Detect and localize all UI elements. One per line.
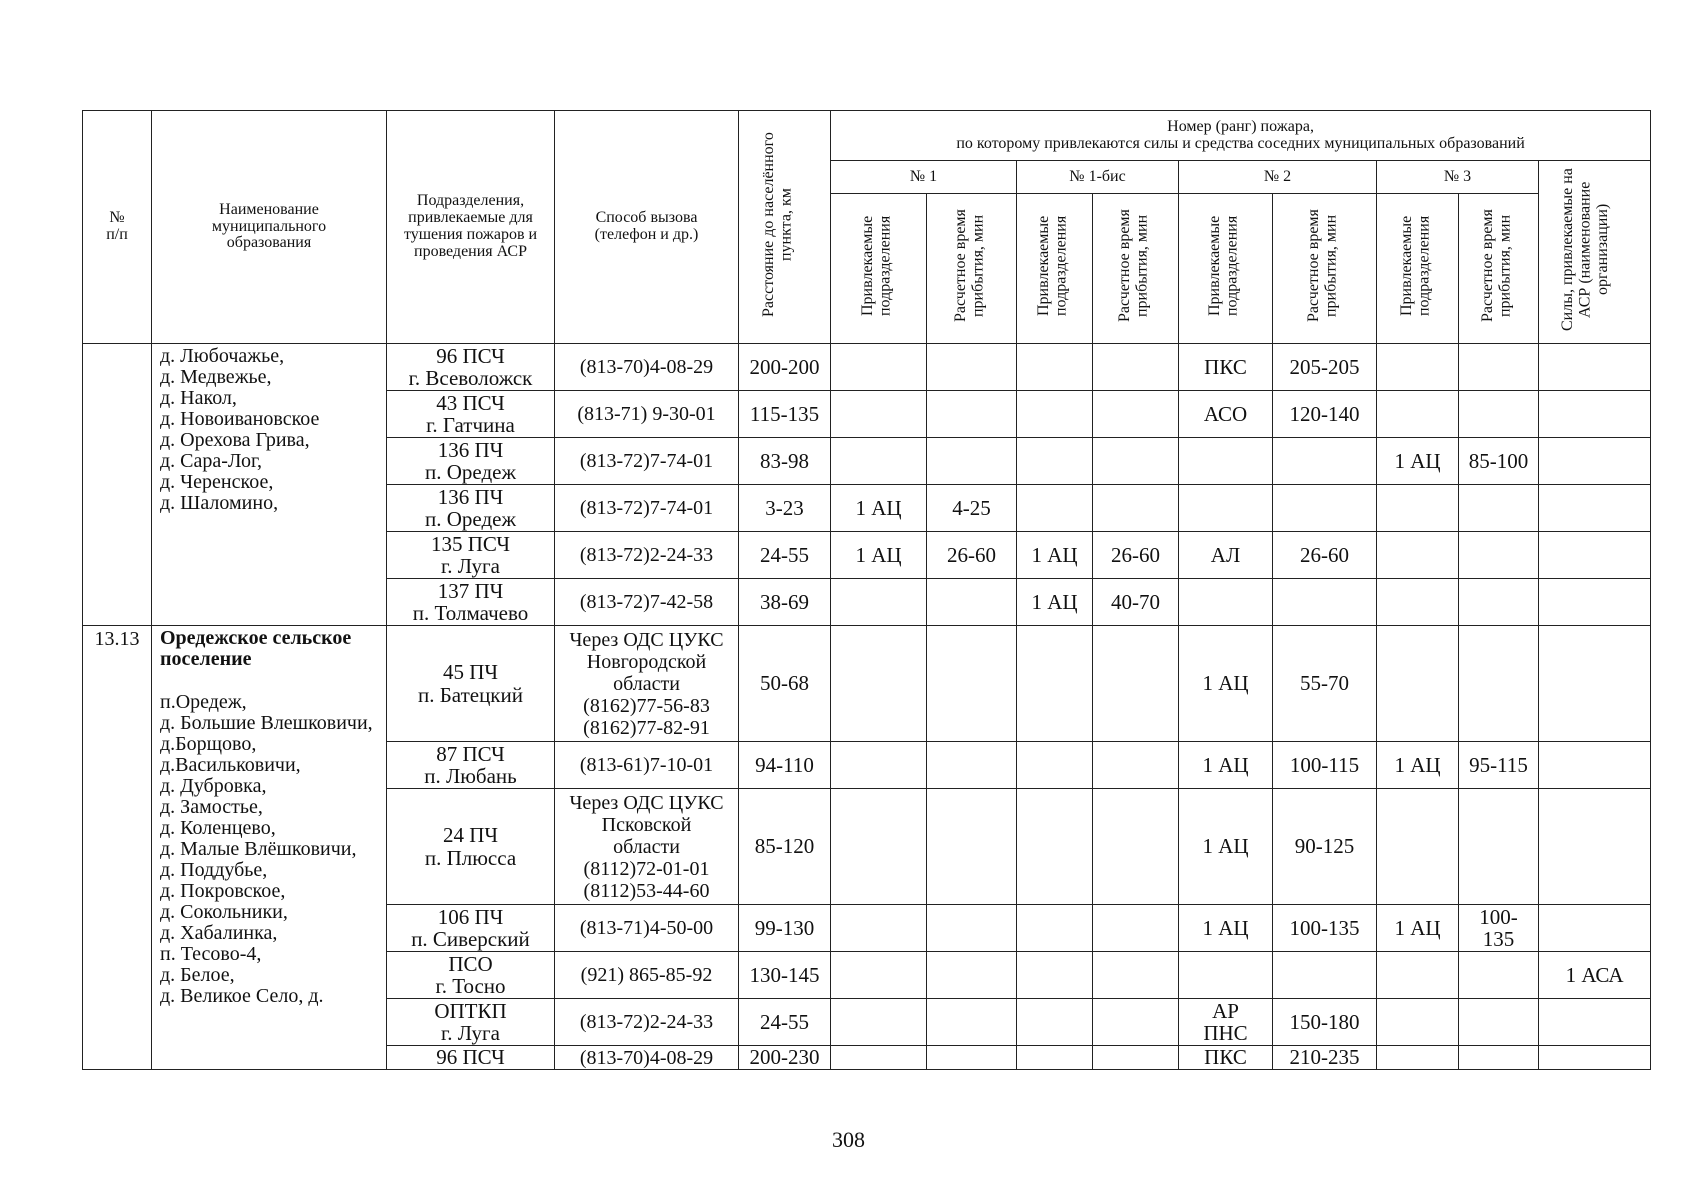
value-r1ba (1017, 344, 1093, 391)
distance-value: 85-120 (739, 789, 831, 905)
value-r3a (1377, 952, 1459, 999)
value-r1a (831, 952, 927, 999)
value-r2t: 55-70 (1273, 626, 1377, 742)
header-r2-time: Расчетное время прибытия, мин (1273, 194, 1377, 344)
value-r1bt (1093, 485, 1179, 532)
call-method: Через ОДС ЦУКС Новгородской области (8162)77-56-83 (8162)77-82-91 (555, 626, 739, 742)
value-r2t: 90-125 (1273, 789, 1377, 905)
value-r3t: 85-100 (1459, 438, 1539, 485)
header-call: Способ вызова (телефон и др.) (555, 111, 739, 344)
value-r2t: 100-135 (1273, 905, 1377, 952)
value-r1ba (1017, 438, 1093, 485)
value-r3t: 95-115 (1459, 742, 1539, 789)
value-r1ba (1017, 391, 1093, 438)
header-rank2: № 2 (1179, 161, 1377, 194)
value-r1t (927, 742, 1017, 789)
value-r1a: 1 АЦ (831, 485, 927, 532)
call-method: (813-72)2-24-33 (555, 532, 739, 579)
value-r3t (1459, 626, 1539, 742)
value-r2t (1273, 485, 1377, 532)
value-r2t: 100-115 (1273, 742, 1377, 789)
header-r1-time: Расчетное время прибытия, мин (927, 194, 1017, 344)
value-r1t (927, 1046, 1017, 1070)
header-num: № п/п (83, 111, 152, 344)
distance-value: 83-98 (739, 438, 831, 485)
value-asr (1539, 742, 1651, 789)
value-r3t: 100- 135 (1459, 905, 1539, 952)
row-number: 13.13 (83, 626, 152, 1070)
value-asr (1539, 579, 1651, 626)
header-fire-rank-line1: Номер (ранг) пожара, (1167, 117, 1314, 135)
header-fire-rank-line2: по которому привлекаются силы и средства соседних муниципальных образований (956, 134, 1525, 152)
value-r1ba (1017, 952, 1093, 999)
settlement-list: д. Любочажье, д. Медвежье, д. Накол, д. Новоивановское д. Орехова Грива, д. Сара-Лог, д. Черенское, д. Шаломино, (160, 345, 320, 514)
value-r1bt (1093, 952, 1179, 999)
value-r1t (927, 789, 1017, 905)
value-r1t (927, 626, 1017, 742)
value-r3t (1459, 485, 1539, 532)
value-r1ba (1017, 742, 1093, 789)
value-r2t: 210-235 (1273, 1046, 1377, 1070)
settlement-list: п.Оредеж, д. Большие Влешковичи, д.Борщово, д.Васильковичи, д. Дубровка, д. Замостье, д. Коленцево, д. Малые Влёшковичи, д. Поддубье, д. Покровское, д. Сокольники, д. Хабалинка, п. Тесово-4, д. Белое, д. Великое Село, д. (160, 691, 373, 1007)
value-r3a: 1 АЦ (1377, 438, 1459, 485)
call-method: (813-70)4-08-29 (555, 344, 739, 391)
fire-unit: 96 ПСЧ (387, 1046, 555, 1070)
value-r2a (1179, 485, 1273, 532)
value-asr (1539, 532, 1651, 579)
value-r3a (1377, 344, 1459, 391)
value-r1bt: 40-70 (1093, 579, 1179, 626)
value-r2a: ПКС (1179, 344, 1273, 391)
header-fire-rank (831, 111, 1651, 161)
value-asr (1539, 905, 1651, 952)
header-rank1: № 1 (831, 161, 1017, 194)
call-method: (813-72)7-42-58 (555, 579, 739, 626)
distance-value: 200-230 (739, 1046, 831, 1070)
value-r2t: 26-60 (1273, 532, 1377, 579)
value-r2a (1179, 438, 1273, 485)
distance-value: 38-69 (739, 579, 831, 626)
header-distance: Расстояние до населённого пункта, км (739, 111, 831, 344)
value-r1a (831, 1046, 927, 1070)
value-r1ba: 1 АЦ (1017, 579, 1093, 626)
value-r1bt (1093, 344, 1179, 391)
value-r3a: 1 АЦ (1377, 742, 1459, 789)
call-method: (813-72)2-24-33 (555, 999, 739, 1046)
value-r1ba (1017, 626, 1093, 742)
value-r1a (831, 391, 927, 438)
distance-value: 3-23 (739, 485, 831, 532)
value-r1a (831, 905, 927, 952)
value-asr: 1 АСА (1539, 952, 1651, 999)
value-r1a (831, 742, 927, 789)
value-r1a (831, 789, 927, 905)
block1-rows (83, 344, 1651, 626)
value-asr (1539, 344, 1651, 391)
value-r1a (831, 999, 927, 1046)
block2-rows (83, 626, 1651, 1070)
distance-value: 24-55 (739, 999, 831, 1046)
table-row (83, 626, 1651, 742)
value-asr (1539, 391, 1651, 438)
value-r1t (927, 391, 1017, 438)
header-units: Подразделения, привлекаемые для тушения пожаров и проведения АСР (387, 111, 555, 344)
header-name: Наименование муниципального образования (152, 111, 387, 344)
value-r1t (927, 344, 1017, 391)
value-asr (1539, 1046, 1651, 1070)
fire-unit: 137 ПЧ п. Толмачево (387, 579, 555, 626)
value-r3a: 1 АЦ (1377, 905, 1459, 952)
value-r2a: 1 АЦ (1179, 789, 1273, 905)
call-method: (813-71) 9-30-01 (555, 391, 739, 438)
header-rank1bis: № 1-бис (1017, 161, 1179, 194)
header-r1b-attracted: Привлекаемые подразделения (1017, 194, 1093, 344)
value-r3a (1377, 579, 1459, 626)
row-number (83, 344, 152, 626)
value-r1ba: 1 АЦ (1017, 532, 1093, 579)
fire-unit: ОПТКП г. Луга (387, 999, 555, 1046)
value-r3t (1459, 999, 1539, 1046)
call-method: (921) 865-85-92 (555, 952, 739, 999)
value-r2t (1273, 579, 1377, 626)
value-r2a: 1 АЦ (1179, 626, 1273, 742)
call-method: Через ОДС ЦУКС Псковской области (8112)72-01-01 (8112)53-44-60 (555, 789, 739, 905)
value-r1a (831, 438, 927, 485)
distance-value: 200-200 (739, 344, 831, 391)
value-r3t (1459, 391, 1539, 438)
value-r1ba (1017, 485, 1093, 532)
value-r1bt (1093, 742, 1179, 789)
value-r3a (1377, 789, 1459, 905)
value-r2a: АР ПНС (1179, 999, 1273, 1046)
municipality-title: Оредежское сельское поселение (160, 627, 352, 670)
value-r1a (831, 579, 927, 626)
value-r1t: 4-25 (927, 485, 1017, 532)
value-r2a (1179, 952, 1273, 999)
value-r1a: 1 АЦ (831, 532, 927, 579)
table-row (83, 344, 1651, 391)
value-r1bt (1093, 905, 1179, 952)
value-asr (1539, 789, 1651, 905)
header-r1b-time: Расчетное время прибытия, мин (1093, 194, 1179, 344)
value-r1t (927, 999, 1017, 1046)
value-r2a: АЛ (1179, 532, 1273, 579)
value-r1ba (1017, 905, 1093, 952)
value-r2a: ПКС (1179, 1046, 1273, 1070)
distance-value: 50-68 (739, 626, 831, 742)
header-r1-attracted: Привлекаемые подразделения (831, 194, 927, 344)
fire-unit: 43 ПСЧ г. Гатчина (387, 391, 555, 438)
fire-unit: 87 ПСЧ п. Любань (387, 742, 555, 789)
value-r2t (1273, 952, 1377, 999)
value-r2a: АСО (1179, 391, 1273, 438)
value-r3a (1377, 1046, 1459, 1070)
value-r1t (927, 905, 1017, 952)
value-asr (1539, 999, 1651, 1046)
value-r3a (1377, 391, 1459, 438)
header-r3-attracted: Привлекаемые подразделения (1377, 194, 1459, 344)
distance-value: 24-55 (739, 532, 831, 579)
header-rank3: № 3 (1377, 161, 1539, 194)
fire-unit: 45 ПЧ п. Батецкий (387, 626, 555, 742)
call-method: (813-70)4-08-29 (555, 1046, 739, 1070)
value-r3a (1377, 485, 1459, 532)
value-r1ba (1017, 1046, 1093, 1070)
value-r1bt (1093, 391, 1179, 438)
value-r2a: 1 АЦ (1179, 742, 1273, 789)
distance-value: 115-135 (739, 391, 831, 438)
value-r1bt (1093, 999, 1179, 1046)
municipality-name (152, 344, 387, 626)
value-r1bt (1093, 1046, 1179, 1070)
value-asr (1539, 485, 1651, 532)
header-asr: Силы, привлекаемые на АСР (наименование организации) (1539, 161, 1651, 344)
fire-unit: 135 ПСЧ г. Луга (387, 532, 555, 579)
value-r3t (1459, 789, 1539, 905)
fire-unit: 136 ПЧ п. Оредеж (387, 485, 555, 532)
call-method: (813-71)4-50-00 (555, 905, 739, 952)
value-r1bt (1093, 789, 1179, 905)
value-r3a (1377, 532, 1459, 579)
value-r1bt (1093, 626, 1179, 742)
value-r3t (1459, 344, 1539, 391)
value-r2a: 1 АЦ (1179, 905, 1273, 952)
value-r1ba (1017, 999, 1093, 1046)
fire-forces-table (82, 110, 1651, 1070)
value-r2t: 120-140 (1273, 391, 1377, 438)
value-r1t (927, 579, 1017, 626)
distance-value: 94-110 (739, 742, 831, 789)
value-r3t (1459, 532, 1539, 579)
call-method: (813-72)7-74-01 (555, 438, 739, 485)
value-r3t (1459, 579, 1539, 626)
value-r2t (1273, 438, 1377, 485)
fire-unit: 136 ПЧ п. Оредеж (387, 438, 555, 485)
value-r1bt (1093, 438, 1179, 485)
value-r1t (927, 952, 1017, 999)
fire-unit: 24 ПЧ п. Плюсса (387, 789, 555, 905)
call-method: (813-72)7-74-01 (555, 485, 739, 532)
value-r2t: 205-205 (1273, 344, 1377, 391)
page-number: 308 (832, 1127, 865, 1152)
value-r1a (831, 344, 927, 391)
value-r1bt: 26-60 (1093, 532, 1179, 579)
value-r1a (831, 626, 927, 742)
distance-value: 130-145 (739, 952, 831, 999)
header-r3-time: Расчетное время прибытия, мин (1459, 194, 1539, 344)
value-r3t (1459, 952, 1539, 999)
value-asr (1539, 626, 1651, 742)
value-r2t: 150-180 (1273, 999, 1377, 1046)
value-r1t: 26-60 (927, 532, 1017, 579)
value-r3a (1377, 999, 1459, 1046)
value-r3t (1459, 1046, 1539, 1070)
municipality-name (152, 626, 387, 1070)
value-r1ba (1017, 789, 1093, 905)
fire-unit: ПСО г. Тосно (387, 952, 555, 999)
distance-value: 99-130 (739, 905, 831, 952)
value-r3a (1377, 626, 1459, 742)
value-asr (1539, 438, 1651, 485)
call-method: (813-61)7-10-01 (555, 742, 739, 789)
fire-unit: 96 ПСЧ г. Всеволожск (387, 344, 555, 391)
fire-unit: 106 ПЧ п. Сиверский (387, 905, 555, 952)
header-r2-attracted: Привлекаемые подразделения (1179, 194, 1273, 344)
value-r1t (927, 438, 1017, 485)
value-r2a (1179, 579, 1273, 626)
